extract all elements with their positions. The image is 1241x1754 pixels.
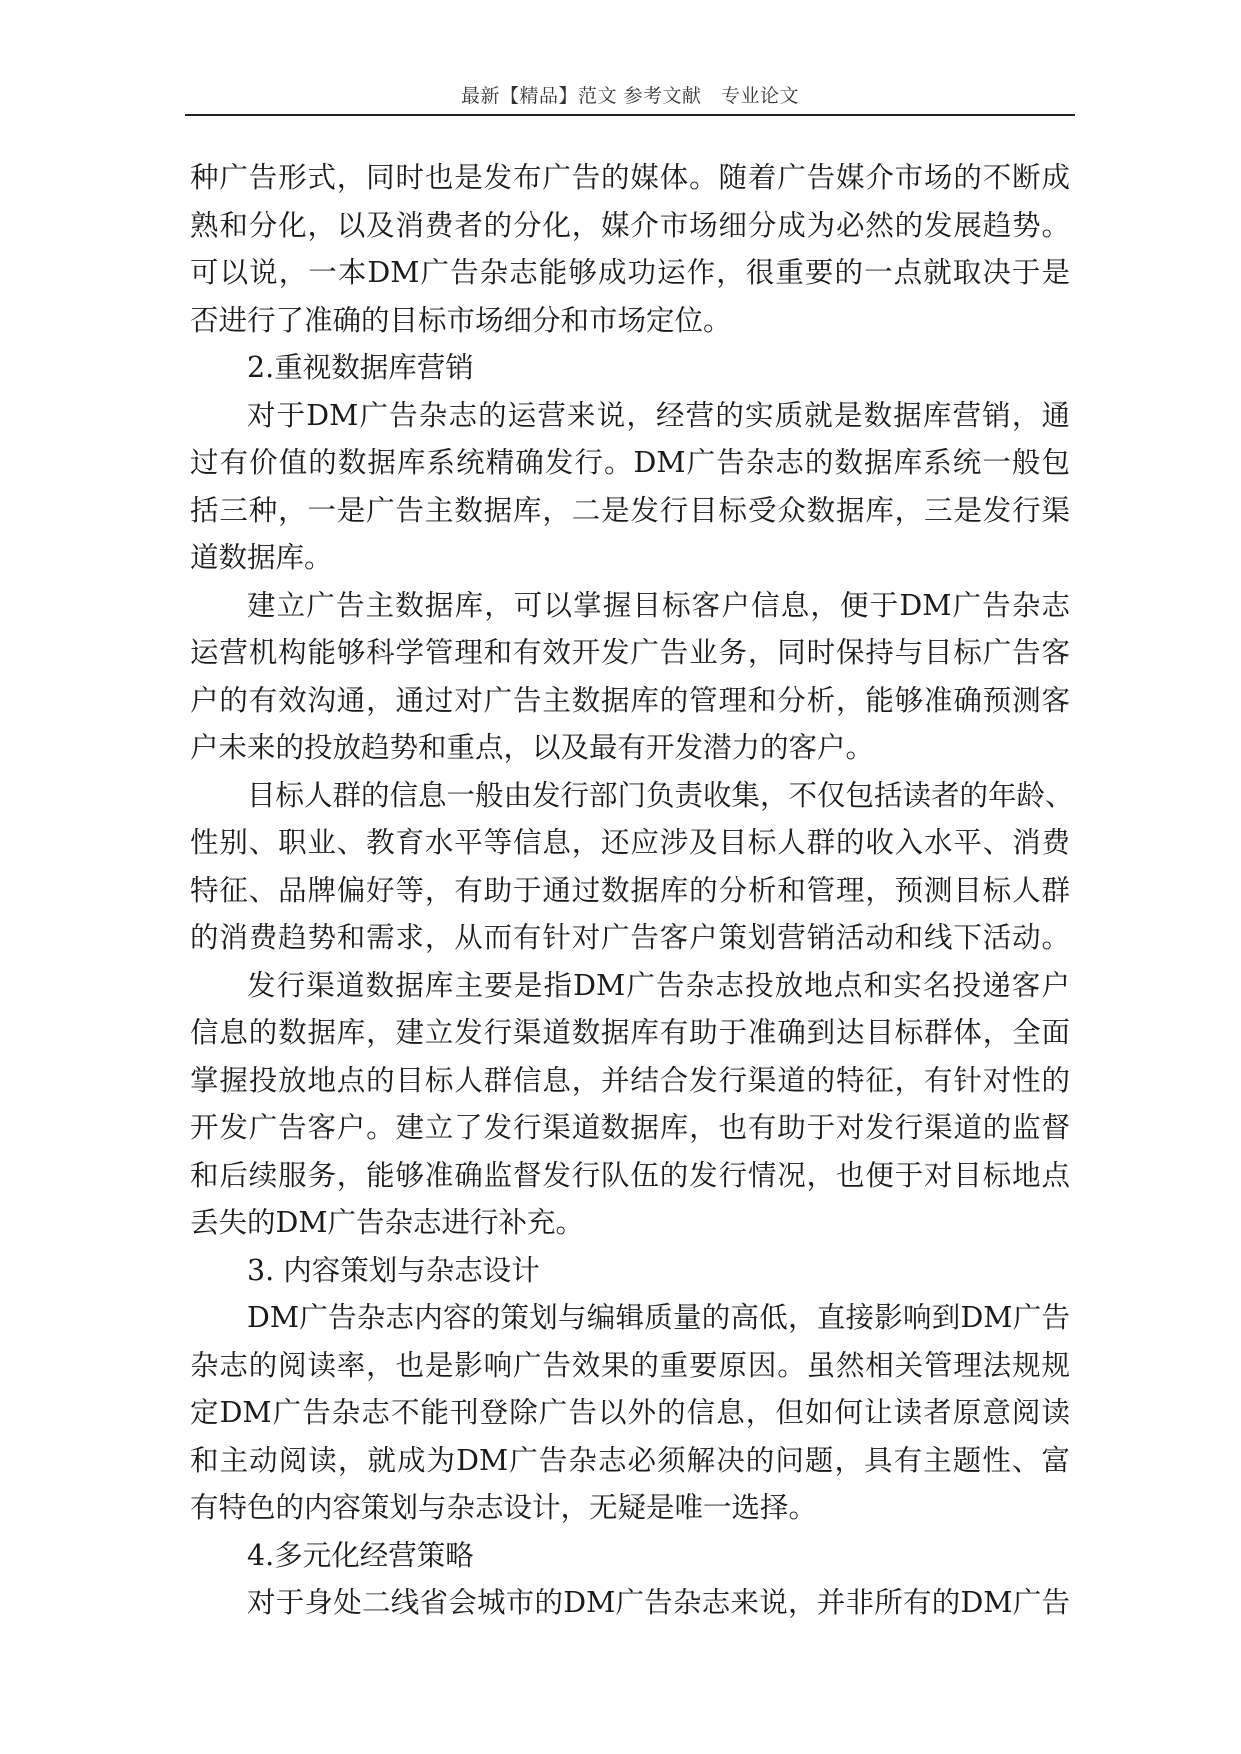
section-heading: 4.多元化经营策略 [247, 1538, 474, 1572]
text-line: DM广告杂志内容的策划与编辑质量的高低，直接影响到DM广告 [247, 1301, 1070, 1334]
text-line: 有特色的内容策划与杂志设计，无疑是唯一选择。 [190, 1491, 818, 1524]
text-line: 对于DM广告杂志的运营来说，经营的实质就是数据库营销，通 [247, 398, 1070, 432]
text-line: 特征、品牌偏好等，有助于通过数据库的分析和管理，预测目标人群 [190, 873, 1070, 907]
text-line: 的消费趋势和需求，从而有针对广告客户策划营销活动和线下活动。 [190, 921, 1070, 954]
section-heading: 3. 内容策划与杂志设计 [247, 1253, 540, 1287]
text-line: 开发广告客户。建立了发行渠道数据库，也有助于对发行渠道的监督 [190, 1111, 1070, 1144]
text-line: 户的有效沟通，通过对广告主数据库的管理和分析，能够准确预测客 [190, 683, 1070, 717]
text-line: 道数据库。 [190, 541, 333, 574]
text-line: 发行渠道数据库主要是指DM广告杂志投放地点和实名投递客户 [247, 968, 1070, 1002]
document-body [190, 154, 1074, 1627]
text-line: 括三种，一是广告主数据库，二是发行目标受众数据库，三是发行渠 [190, 493, 1070, 527]
header-divider [185, 114, 1075, 116]
text-line: 目标人群的信息一般由发行部门负责收集，不仅包括读者的年龄、 [247, 778, 1074, 812]
text-line: 性别、职业、教育水平等信息，还应涉及目标人群的收入水平、消费 [190, 826, 1070, 859]
text-line: 户未来的投放趋势和重点，以及最有开发潜力的客户。 [190, 731, 875, 764]
text-line: 丢失的DM广告杂志进行补充。 [190, 1206, 585, 1239]
text-line: 掌握投放地点的目标人群信息，并结合发行渠道的特征，有针对性的 [190, 1063, 1070, 1097]
text-line: 种广告形式，同时也是发布广告的媒体。随着广告媒介市场的不断成 [190, 161, 1070, 194]
text-line: 运营机构能够科学管理和有效开发广告业务，同时保持与目标广告客 [190, 636, 1070, 669]
text-line: 可以说，一本DM广告杂志能够成功运作，很重要的一点就取决于是 [190, 256, 1070, 289]
text-line: 和后续服务，能够准确监督发行队伍的发行情况，也便于对目标地点 [190, 1158, 1070, 1192]
section-heading: 2.重视数据库营销 [247, 351, 474, 384]
text-line: 过有价值的数据库系统精确发行。DM广告杂志的数据库系统一般包 [190, 446, 1070, 479]
text-line: 杂志的阅读率，也是影响广告效果的重要原因。虽然相关管理法规规 [190, 1348, 1070, 1382]
text-line: 和主动阅读，就成为DM广告杂志必须解决的问题，具有主题性、富 [190, 1443, 1070, 1477]
text-line: 信息的数据库，建立发行渠道数据库有助于准确到达目标群体，全面 [190, 1016, 1070, 1049]
text-line: 建立广告主数据库，可以掌握目标客户信息，便于DM广告杂志 [247, 588, 1070, 622]
text-line: 否进行了准确的目标市场细分和市场定位。 [190, 303, 732, 337]
page-header: 最新【精品】范文 参考文献 专业论文 [460, 85, 800, 107]
text-line: 熟和分化，以及消费者的分化，媒介市场细分成为必然的发展趋势。 [190, 208, 1070, 242]
text-line: 对于身处二线省会城市的DM广告杂志来说，并非所有的DM广告 [247, 1586, 1070, 1619]
text-line: 定DM广告杂志不能刊登除广告以外的信息，但如何让读者原意阅读 [190, 1396, 1070, 1429]
